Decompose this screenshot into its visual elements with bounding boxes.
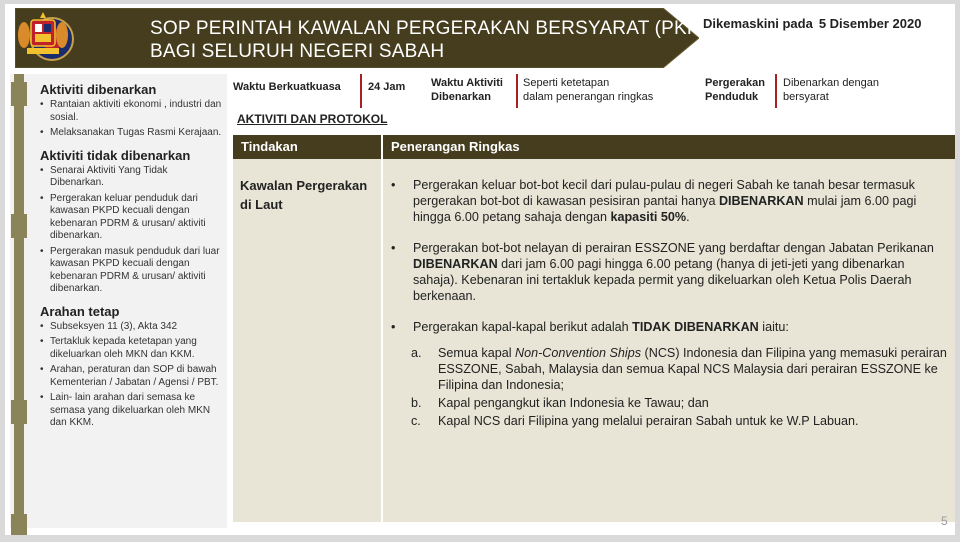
activity-time-value-2: dalam penerangan ringkas bbox=[523, 91, 654, 103]
movement-label-2: Penduduk bbox=[705, 91, 759, 103]
updated-label: Dikemaskini pada bbox=[703, 16, 813, 31]
activity-time-label bbox=[431, 76, 503, 104]
list-item: • Melaksanakan Tugas Rasmi Kerajaan. bbox=[40, 127, 223, 140]
list-item: a. Semua kapal Non-Convention Ships (NCS) Indonesia dan Filipina yang memasuki perairan ESSZONE, Sabah, Malaysia dan semua Kapal NCS Malaysia dari perairan ESSZONE ke Filipina dan Indonesia; bbox=[411, 346, 947, 392]
title-line-2: BAGI SELURUH NEGERI SABAH bbox=[150, 41, 445, 62]
list-item: • Pergerakan keluar penduduk dari kawasan PKPD kecuali dengan kebenaran PDRM & urusan/ aktiviti dibenarkan. bbox=[40, 193, 223, 243]
paragraph-1: • Pergerakan keluar bot-bot kecil dari pulau-pulau di negeri Sabah ke tanah besar termasuk pergerakan bot-bot di kawasan pesisiran pantai hanya DIBENARKAN mulai jam 6.00 pagi hingga 6.00 petang sahaja dengan kapasiti 50%. bbox=[391, 178, 917, 224]
hours-label: Waktu Berkuatkuasa bbox=[233, 81, 341, 93]
movement-label-1: Pergerakan bbox=[705, 77, 765, 89]
list-item: • Arahan, peraturan dan SOP di bawah Kementerian / Jabatan / Agensi / PBT. bbox=[40, 364, 223, 389]
list-item: • Pergerakan masuk penduduk dari luar kawasan PKPD kecuali dengan kebenaran PDRM & urusan/ aktiviti dibenarkan. bbox=[40, 246, 223, 296]
description-cell bbox=[391, 177, 951, 431]
sidebar-marker bbox=[11, 514, 27, 535]
vessel-list bbox=[391, 345, 951, 429]
list-item: • Senarai Aktiviti Yang Tidak Dibenarkan. bbox=[40, 165, 223, 190]
table-row bbox=[233, 159, 955, 522]
list-item: c. Kapal NCS dari Filipina yang melalui perairan Sabah untuk ke W.P Labuan. bbox=[411, 414, 859, 428]
updated-date bbox=[703, 16, 921, 31]
directives-section bbox=[40, 304, 223, 430]
sidebar-accent-bar bbox=[14, 74, 24, 528]
list-item: • Lain- lain arahan dari semasa ke semasa yang dikeluarkan oleh MKN dan KKM. bbox=[40, 392, 223, 430]
movement-value bbox=[783, 76, 879, 104]
info-divider bbox=[775, 74, 777, 108]
activity-time-value-1: Seperti ketetapan bbox=[523, 77, 610, 89]
activity-time-label-2: Dibenarkan bbox=[431, 91, 491, 103]
info-divider bbox=[360, 74, 362, 108]
list-item: • Rantaian aktiviti ekonomi , industri dan sosial. bbox=[40, 99, 223, 124]
slide bbox=[5, 4, 955, 535]
bullet-icon: • bbox=[391, 241, 396, 255]
sidebar-marker bbox=[11, 82, 27, 106]
section-title: AKTIVITI DAN PROTOKOL bbox=[237, 112, 388, 126]
not-allowed-heading: Aktiviti tidak dibenarkan bbox=[40, 147, 191, 163]
paragraph-2: • Pergerakan bot-bot nelayan di perairan ESSZONE yang berdaftar dengan Jabatan Perikanan DIBENARKAN dari jam 6.00 pagi hingga 6.00 petang (hanya di jeti-jeti yang dibenarkan sahaja). Kebenaran ini tertakluk kepada permit yang dikeluarkan oleh Ketua Polis Daerah berkenaan. bbox=[391, 241, 934, 303]
column-header-description: Penerangan Ringkas bbox=[391, 139, 520, 154]
info-divider bbox=[516, 74, 518, 108]
activity-time-label-1: Waktu Aktiviti bbox=[431, 77, 503, 89]
list-item: • Subseksyen 11 (3), Akta 342 bbox=[40, 321, 223, 334]
hours-value: 24 Jam bbox=[368, 81, 406, 93]
list-item: • Tertakluk kepada ketetapan yang dikeluarkan oleh MKN dan KKM. bbox=[40, 336, 223, 361]
list-item: b. Kapal pengangkut ikan Indonesia ke Tawau; dan bbox=[411, 396, 709, 410]
bullet-icon: • bbox=[391, 320, 396, 334]
table-header bbox=[233, 135, 955, 159]
allowed-section bbox=[40, 82, 223, 140]
page-number: 5 bbox=[941, 514, 948, 528]
column-header-action: Tindakan bbox=[241, 139, 298, 154]
activity-time-value bbox=[523, 76, 653, 104]
malaysia-coat-of-arms-icon bbox=[15, 8, 71, 58]
sidebar-marker bbox=[11, 214, 27, 238]
title-banner bbox=[15, 8, 720, 68]
title-line-1: SOP PERINTAH KAWALAN PERGERAKAN BERSYARAT (PKPB) bbox=[150, 18, 720, 39]
not-allowed-section bbox=[40, 148, 223, 296]
bullet-icon: • bbox=[391, 178, 396, 192]
allowed-heading: Aktiviti dibenarkan bbox=[40, 82, 157, 97]
row-label: Kawalan Pergerakan di Laut bbox=[240, 178, 368, 212]
sidebar bbox=[10, 74, 227, 528]
sidebar-marker bbox=[11, 400, 27, 424]
updated-date-value: 5 Disember 2020 bbox=[818, 16, 922, 31]
movement-value-1: Dibenarkan dengan bbox=[783, 77, 880, 89]
movement-value-2: bersyarat bbox=[783, 91, 829, 103]
movement-label bbox=[705, 76, 765, 104]
directives-heading: Arahan tetap bbox=[40, 303, 120, 319]
paragraph-3: • Pergerakan kapal-kapal berikut adalah TIDAK DIBENARKAN iaitu: bbox=[391, 320, 789, 334]
